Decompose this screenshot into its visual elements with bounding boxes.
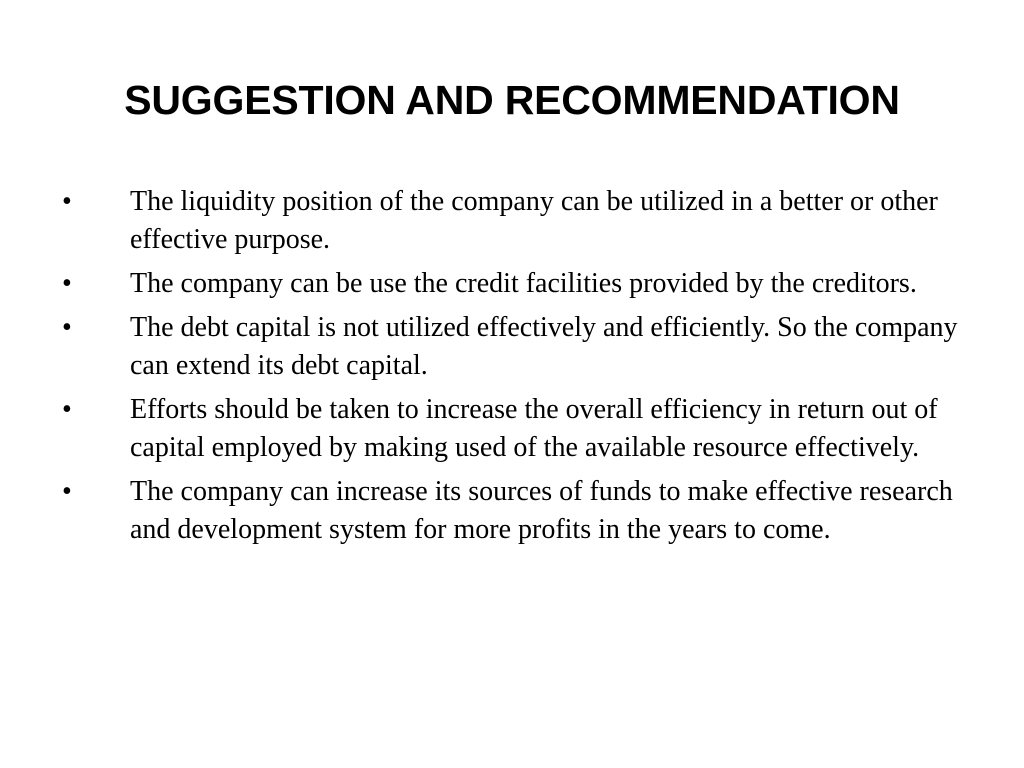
bullet-icon: •	[62, 476, 72, 507]
bullet-text: The debt capital is not utilized effectively and efficiently. So the company can extend its debt capital.	[130, 312, 958, 381]
bullet-icon: •	[62, 186, 72, 217]
bullet-text: The liquidity position of the company can be utilized in a better or other effective purpose.	[130, 186, 938, 255]
bullet-text: The company can be use the credit facilities provided by the creditors.	[130, 268, 917, 299]
bullet-icon: •	[62, 394, 72, 425]
bullet-icon: •	[62, 312, 72, 343]
bullet-item	[0, 309, 1024, 385]
bullet-icon: •	[62, 268, 72, 299]
bullet-text: The company can increase its sources of funds to make effective research and development system for more profits in the years to come.	[130, 476, 953, 545]
bullet-text: Efforts should be taken to increase the overall efficiency in return out of capital employed by making used of the available resource effectively.	[130, 394, 938, 463]
bullet-item	[0, 265, 1024, 303]
bullet-item	[0, 473, 1024, 549]
bullet-item	[0, 183, 1024, 259]
slide-title: SUGGESTION AND RECOMMENDATION	[124, 77, 900, 123]
bullet-list	[0, 183, 1024, 555]
bullet-item	[0, 391, 1024, 467]
